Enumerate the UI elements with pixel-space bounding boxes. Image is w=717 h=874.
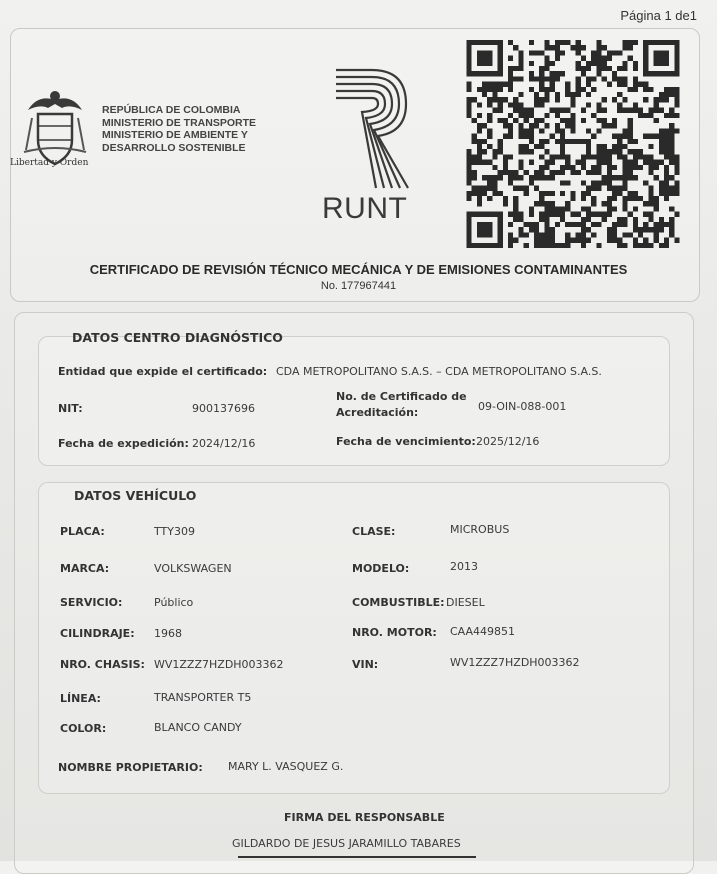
vehiculo-heading: DATOS VEHÍCULO — [74, 488, 197, 503]
marca-label: MARCA: — [60, 562, 110, 575]
emblem-caption: Libertad y Orden — [10, 158, 89, 168]
linea-value: TRANSPORTER T5 — [154, 691, 252, 704]
qr-code — [466, 40, 680, 248]
clase-label: CLASE: — [352, 525, 396, 538]
firma-label: FIRMA DEL RESPONSABLE — [284, 811, 445, 824]
vin-label: VIN: — [352, 658, 379, 671]
linea-label: LÍNEA: — [60, 692, 101, 705]
propietario-value: MARY L. VASQUEZ G. — [228, 760, 344, 773]
page-number: Página 1 de1 — [620, 8, 697, 23]
government-header — [102, 104, 256, 154]
propietario-label: NOMBRE PROPIETARIO: — [58, 761, 203, 774]
centro-heading: DATOS CENTRO DIAGNÓSTICO — [72, 330, 283, 345]
chasis-label: NRO. CHASIS: — [60, 658, 145, 671]
gov-line: MINISTERIO DE TRANSPORTE — [102, 116, 257, 129]
clase-value: MICROBUS — [450, 523, 510, 536]
chasis-value: WV1ZZZ7HZDH003362 — [154, 658, 284, 671]
color-value: BLANCO CANDY — [154, 721, 242, 734]
acreditacion-label-line1: No. de Certificado de — [336, 390, 467, 403]
fecha-expedicion-value: 2024/12/16 — [192, 437, 256, 450]
modelo-value: 2013 — [450, 560, 478, 573]
fecha-vencimiento-label: Fecha de vencimiento: — [336, 435, 476, 448]
acreditacion-label-line2: Acreditación: — [336, 406, 419, 419]
marca-value: VOLKSWAGEN — [154, 562, 232, 575]
entidad-label: Entidad que expide el certificado: — [58, 365, 268, 378]
fecha-expedicion-label: Fecha de expedición: — [58, 437, 189, 450]
modelo-label: MODELO: — [352, 562, 410, 575]
nit-value: 900137696 — [192, 402, 255, 415]
vin-value: WV1ZZZ7HZDH003362 — [450, 656, 580, 669]
signature-line — [238, 856, 476, 858]
placa-value: TTY309 — [154, 525, 195, 538]
motor-label: NRO. MOTOR: — [352, 626, 437, 639]
runt-logo-icon — [330, 66, 412, 196]
acreditacion-value: 09-OIN-088-001 — [478, 400, 567, 413]
cilindraje-label: CILINDRAJE: — [60, 627, 135, 640]
runt-brand: RUNT — [322, 192, 408, 225]
fecha-vencimiento-value: 2025/12/16 — [476, 435, 540, 448]
combustible-label: COMBUSTIBLE: — [352, 596, 445, 609]
motor-value: CAA449851 — [450, 625, 516, 638]
firma-name: GILDARDO DE JESUS JARAMILLO TABARES — [232, 837, 461, 850]
gov-line: MINISTERIO DE AMBIENTE Y — [102, 129, 248, 141]
certificate-number: No. 177967441 — [320, 280, 397, 292]
servicio-label: SERVICIO: — [60, 596, 123, 609]
combustible-value: DIESEL — [446, 596, 485, 609]
gov-line: REPÚBLICA DE COLOMBIA — [102, 104, 241, 116]
gov-line: DESARROLLO SOSTENIBLE — [102, 141, 246, 154]
servicio-value: Público — [154, 596, 194, 609]
placa-label: PLACA: — [60, 525, 105, 538]
cilindraje-value: 1968 — [154, 627, 182, 640]
entidad-value: CDA METROPOLITANO S.A.S. – CDA METROPOLITANO S.A.S. — [276, 365, 602, 378]
nit-label: NIT: — [58, 402, 83, 415]
color-label: COLOR: — [60, 722, 107, 735]
certificate-title: CERTIFICADO DE REVISIÓN TÉCNICO MECÁNICA Y DE EMISIONES CONTAMINANTES — [89, 262, 628, 277]
